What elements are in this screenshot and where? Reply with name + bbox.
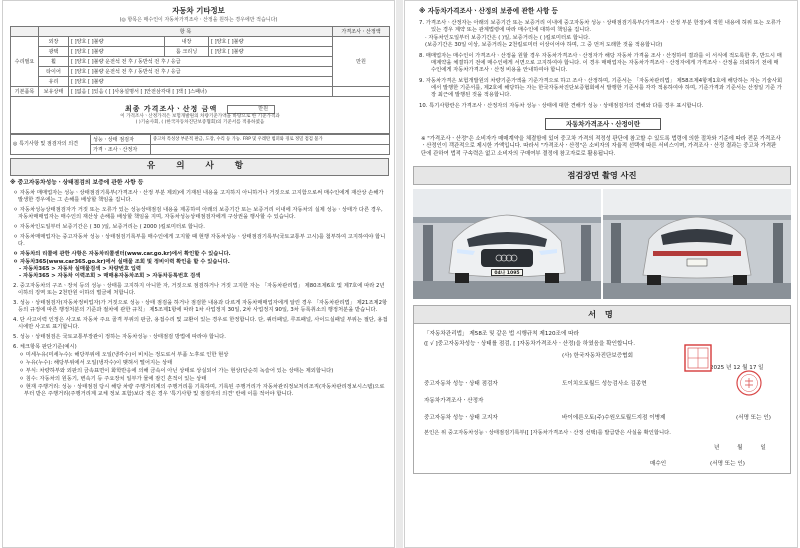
association-name: (사) 한국자동차진단보증협회 [562,352,633,359]
price-notice-1: 이 가격조사ㆍ산정가격은 보험개발원의 차량기준가액을 바탕으로 한 기준가격과 [120,113,280,119]
document-page-left [2,0,395,548]
caution-para: ㅇ 자동차의 리콜에 관한 사항은 자동차리콜센터(www.car.go.kr)에서 확인할 수 있습니다. [13,251,231,258]
row-name: 외장 [39,37,69,47]
caution-para: - 자동차365 > 자동차 이력조회 > 매매용자동차조회 > 자동차등록번호 검색 [19,273,201,280]
photo-section-title: 점검장면 촬영 사진 [413,166,791,185]
row-name: 내장 [165,37,209,47]
caution-para: ㅇ 부식: 차량하부와 외판의 금속표면이 화학반응에 의해 금속이 아닌 상태로 상실되어 가는 현상(단순히 녹슬어 있는 상태는 제외합니다) [19,368,334,375]
row-value: [ ]양호 [ ]불량 [69,77,333,87]
definition-text: ※ "가격조사ㆍ산정"은 소비자가 매매계약을 체결함에 있어 중고차 가격의 적정성 판단에 참고할 수 있도록 법령에 의한 절차와 기준에 따라 전문 가격조사ㆍ산정인이 객관적으로 제시한 가액입니다. 따라서 "가격조사ㆍ산정"은 소비자의 자율적 선택에 따른 서비스이며, 가격조사ㆍ산정 결과는 중고차 가격판단에 관하여 법적 구속력은 없고 소비자의 구매여부 결정에 참고자료로 활용됩니다. [421,135,781,157]
sign-statement: ([ √ ]중고자동차성능ㆍ상태를 점검, [ ]자동차가격조사ㆍ산정)을 하였음을 확인합니다. [424,340,635,347]
repair-needed-label: 수리필요 [11,37,39,87]
opinion-table [10,134,390,155]
caution-para: ㅇ 미세누유(미세누수): 해당부위에 오일(냉각수)이 비치는 정도로서 부품 노후로 인한 현상 [19,352,229,359]
inspection-photos [413,189,791,299]
caution-para: 4. 단 사고이력 인정은 사고로 자동차 주요 골격 부위의 판금, 용접수리 및 교환이 있는 경우로 한정합니다. 단, 쿼터패널, 루프패널, 사이드실패널 부위는 절단, 용접 시에만 사고로 표기합니다. [13,317,388,331]
table-header-price: 가격조사ㆍ산정액 [333,27,390,37]
license-plate: 04나 1095 [491,269,523,276]
signature-section-title: 서 명 [413,305,791,324]
opinion-inspector-note: 중고차 특성상 부분적 판금, 도장, 수리 등 가능. FRP 및 우레탄 범퍼와 경로 정밀 점검 불가 [151,135,390,145]
association-seal [684,344,712,372]
caution-para: ㅇ 누유(누수): 해당부위에서 오일(냉각수)이 맺혀서 떨어지는 상태 [19,360,173,367]
caution-title: 유 의 사 항 [10,158,389,175]
guarantee-item: 9. 자동차가격은 보험개발원의 차량기준가액을 기준가격으로 하고 조사ㆍ산정하며, 기준서는 「자동차관리법」 제58조제4항제1호에 해당하는 자는 기술사회에서 발행한 기준서를, 제2호에 해당하는 자는 한국자동차진단보증협회에서 발행한 기준서를 각각 적용하여야 하며, 기준가격과 기준서는 산정일 기준 가장 최근에 발행된 것을 적용합니다. [419,77,783,98]
inspection-photo-rear [603,189,791,299]
caution-para: ㅇ 침수: 자동차의 원동기, 변속기 등 주요장치 일부가 물에 잠긴 흔적이 있는 상태 [19,376,207,382]
definition-title: 자동차가격조사ㆍ산정이란 [545,118,661,130]
vehicle-info-title: 자동차 기타정보 [172,6,225,15]
signature-area [413,324,791,474]
row-value: [ ]양호 [ ]불량 운전석 전 후 / 동반석 전 후 / 응급 [69,67,333,77]
sign-date: 2025 년 12 월 17 일 [710,364,764,371]
buyer-sign: (서명 또는 인) [710,460,745,467]
document-page-right [404,0,798,548]
caution-para: ㅇ 자동차365(www.car365.go.kr)에서 실매물 조회 및 정비이력 확인을 할 수 있습니다. [13,259,230,266]
final-price-label: 최종 가격조사ㆍ산정 금액 [124,104,218,113]
row-value: [ ]양호 [ ]불량 [69,37,165,47]
guarantee-item: 8. 매매업자는 매수인이 가격조사ㆍ산정을 원할 경우 자동차가격조사ㆍ산정자가 해당 자동차 가격을 조사ㆍ산정하여 결과를 이 서식에 적도록한 후, 반드시 매매계약을 체결하기 전에 매수인에게 서면으로 고지하여야 합니다. 이 경우 매매업자는 자동차가격조사ㆍ산정자에게 가격조사ㆍ산정을 의뢰하기 전에 매수인에게 자동차가격조사ㆍ산정 비용을 안내하여야 합니다. [419,52,782,73]
inspector-seal [736,370,762,396]
caution-para: 6. 체크항목 판단기준(예시) [13,344,77,351]
caution-para: 5. 성능ㆍ상태점검은 국토교통부장관이 정하는 자동차성능ㆍ상태점검 방법에 따라야 합니다. [13,334,226,341]
row-name: 타이어 [39,67,69,77]
caution-para: ㅇ 현재 주행거리: 성능ㆍ상태점검 당시 해당 차량 주행거리계의 주행거리를 기록하며, 기록된 주행거리가 자동차관리정보처리조직(자동차관리정보시스템)으로부터 받은 주행거리(주행거리계 교체 정보 포함)보다 적은 경우 '특기사항 및 점검자의 의견' 란에 이를 적어야 합니다. [19,383,385,397]
sign-law: 「자동차관리법」 제58조 및 같은 법 시행규칙 제120조에 따라 [424,330,579,337]
guarantee-item: (보증기간은 30일 이상, 보증거리는 2천킬로미터 이상이어야 하며, 그 중 먼저 도래한 것을 적용합니다) [425,41,663,48]
basic-items-value: [ ]없음 [ ]있음 ( [ ]사용설명서 [ ]안전삼각대 [ ]잭 [ ]스패너) [69,87,333,97]
notifier-sign: (서명 또는 인) [736,414,771,421]
table-header-item: 항 목 [39,27,333,37]
vehicle-info-subtitle: (◎ 항목은 매수인이 자동차가격조사ㆍ산정을 원하는 경우에만 적습니다) [119,16,278,23]
row-name: 룸 크리닝 [165,47,209,57]
notifier-label: 중고자동차 성능ㆍ상태 고지자 [424,414,498,421]
guarantee-item: · 자동차인도일부터 보증기간은 ( )일, 보증거리는 ( )킬로미터로 합니다. [425,34,590,41]
row-name: 휠 [39,57,69,67]
row-name: 유리 [39,77,69,87]
buyer-label: 매수인 [650,460,667,467]
guarantee-item: 10. 특기사항란은 가격조사ㆍ산정자의 자동차 성능ㆍ상태에 대한 견해가 성능ㆍ상태점검자의 견해와 다를 경우 표시합니다. [419,102,704,109]
vehicle-info-table [10,26,390,134]
opinion-inspector-label: 성능ㆍ상태 점검자 [91,135,151,145]
caution-para: ㅇ 자동차인도일부터 보증기간은 ( 30 )일, 보증거리는 ( 2000 )킬로미터로 합니다. [13,224,205,231]
page-gutter [396,0,403,548]
basic-items-label: 기본품목 [11,87,39,97]
caution-heading: ※ 중고자동차성능ㆍ상태점검의 보증에 관한 사항 등 [10,179,144,186]
row-value: [ ]양호 [ ]불량 [209,47,333,57]
basic-items-sub: 보유상태 [39,87,69,97]
caution-para: ㅇ 자동차 매매업자는 성능ㆍ상태점검기록부(가격조사ㆍ산정 부분 제외)에 기재된 내용을 고지하지 아니하거나 거짓으로 고지함으로써 매수인에게 재산상 손해가 발생한 경우에는 그 손해를 배상할 책임을 집니다. [13,190,384,204]
guarantee-item: 7. 가격조사ㆍ산정자는 아래의 보증기간 또는 보증거리 이내에 중고자동차 성능ㆍ상태점검기록부(가격조사ㆍ산정 부분 한정)에 적힌 내용에 허위 또는 오류가 있는 경우 계약 또는 관계법령에 따라 매수인에 대하여 책임을 집니다. [419,19,781,33]
final-price-unit: 만원 [227,105,275,114]
caution-para: 2. 중고자동차의 구조ㆍ장치 등의 성능ㆍ상태를 고지하지 아니한 자, 거짓으로 점검하거나 거짓 고지한 자는 「자동차관리법」 제80조제6호 및 제7호에 따라 2년 이하의 징역 또는 2천만원 이하의 벌금에 처합니다. [13,283,385,297]
caution-section [10,180,389,398]
opinion-price-label: 가격ㆍ조사ㆍ산정자 [91,145,151,155]
caution-para: 3. 성능ㆍ상태점검자(자동차정비업자)가 거짓으로 성능ㆍ상태 점검을 하거나 점검한 내용과 다르게 자동차매매업자에게 알린 경우 「자동차관리법」 제21조제2항 등의 규정에 따른 행정처분의 기준과 절차에 관한 규칙」 제5조제1항에 따라 1차 사업정지 30일, 2차 사업정지 90일, 3차 등록취소의 행정처분을 받습니다. [13,300,388,314]
caution-para: - 자동차365 > 자동차 실매물검색 > 차량번호 입력 [19,266,142,273]
receipt-statement: 본인은 위 중고자동차성능ㆍ상태점검기록부([ ]자동차가격조사ㆍ산정 선택)를 발급받은 사실을 확인합니다. [424,429,671,436]
row-value: [ ]양호 [ ]불량 [209,37,333,47]
notifier-value: 바이에른오토(주)수원오토월드지점 이병제 [562,414,666,421]
price-notice-2: ( )기술사회, ( )한국자동차진단보증협회)의 기준서를 적용하였음 [135,119,265,125]
opinion-label: ◎ 특기사항 및 점검자의 의견 [11,135,91,155]
inspector-value: 도이치오토월드 성능검사소 김종현 [562,380,647,387]
caution-para: ㅇ 자동차성능상태점검자가 거짓 또는 오류가 있는 성능상태점검 내용을 제공하여 아래의 보증기간 또는 보증거리 이내에 자동차의 실제 성능ㆍ상태가 다른 경우, 자동차매매업자는 매수인의 재산상 손해를 배상할 책임을 지며, 자동차성능상태점검자에게 구상권을 행사할 수 있습니다. [13,207,383,221]
price-guarantee-heading: ※ 자동차가격조사ㆍ산정의 보증에 관한 사항 등 [419,7,558,15]
row-value: [ ]양호 [ ]불량 운전석 전 후 / 동반석 전 후 / 응급 [69,57,333,67]
row-name: 광택 [39,47,69,57]
row-value: [ ]양호 [ ]불량 [69,47,165,57]
repair-price-unit: 만원 [333,37,390,87]
receipt-date: 년 월 일 [714,444,774,451]
inspector-label: 중고자동차 성능ㆍ상태 점검자 [424,380,498,387]
price-assessor-label: 자동차가격조사ㆍ산정자 [424,397,484,404]
inspection-photo-front [413,189,601,299]
caution-para: ㅇ 자동차매매업자는 중고자동차 성능ㆍ상태점검기록부를 매수인에게 고지할 때 현행 자동차성능ㆍ상태점검기록부(국토교통부 고시)를 첨부하여 고지하여야 합니다. [13,234,386,248]
